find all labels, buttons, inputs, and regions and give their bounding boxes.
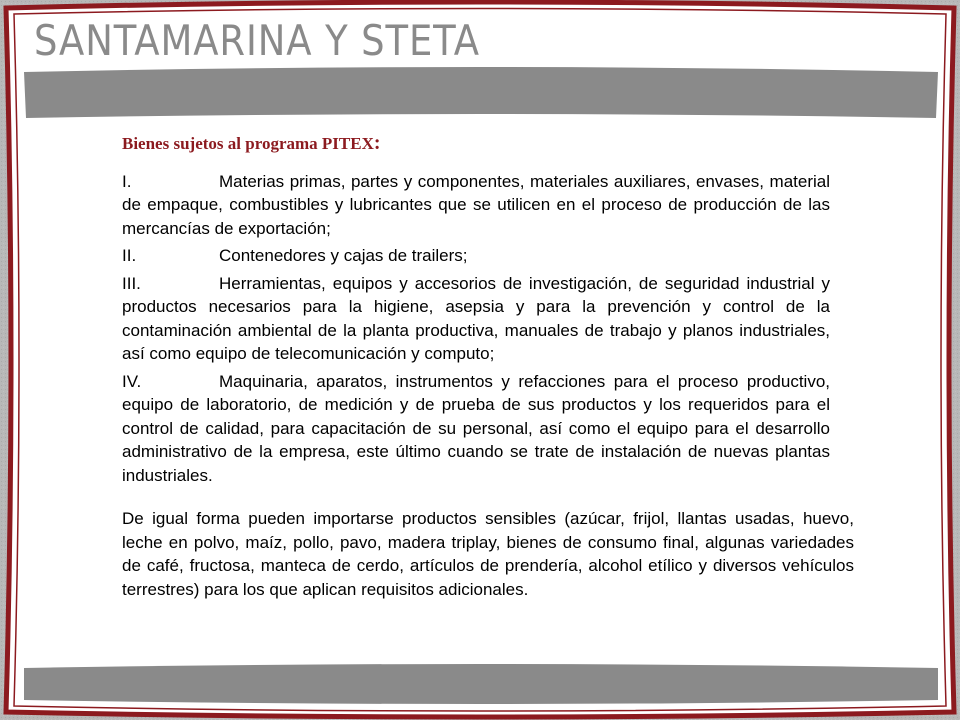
section-heading-text: Bienes sujetos al programa PITEX [122,134,374,153]
list-item-text: Contenedores y cajas de trailers; [219,246,468,265]
list-item-number: IV. [122,371,142,391]
list-item-number: II. [122,246,137,265]
list-item [122,244,830,268]
list-item-number: III. [122,273,141,293]
list-item [122,170,830,241]
list-item [122,370,830,488]
list-item-number: I. [122,171,132,191]
list-item-text: Herramientas, equipos y accesorios de investigación, de seguridad industrial y productos necesarios para la higiene, asepsia y para la prevención y control de la contaminación ambiental de la planta productiva, manuales de trabajo y planos industriales, así como equipo de telecomunicación y computo; [122,273,830,363]
section-heading [122,132,830,156]
main-content [122,132,830,491]
list-item-text: Maquinaria, aparatos, instrumentos y refacciones para el proceso productivo, equipo de laboratorio, de medición y de prueba de sus productos y los requeridos para el control de calidad, para capacitación de su personal, así como el equipo para el desarrollo administrativo de la empresa, este último cuando se trate de instalación de nuevas plantas industriales. [122,371,830,485]
closing-paragraph: De igual forma pueden importarse productos sensibles (azúcar, frijol, llantas usadas, huevo, leche en polvo, maíz, pollo, pavo, madera triplay, bienes de consumo final, algunas variedades de café, fructosa, manteca de cerdo, artículos de prendería, alcohol etílico y diversos vehículos terrestres) para los que aplican requisitos adicionales. [122,509,854,599]
footer-gray-band [24,664,938,704]
list-item [122,272,830,366]
section-heading-colon: : [373,132,381,154]
brand-title: SANTAMARINA Y STETA [34,16,480,65]
list-item-text: Materias primas, partes y componentes, materiales auxiliares, envases, material de empaque, combustibles y lubricantes que se utilicen en el proceso de producción de las mercancías de exportación; [122,171,830,238]
header-gray-band [24,67,938,118]
